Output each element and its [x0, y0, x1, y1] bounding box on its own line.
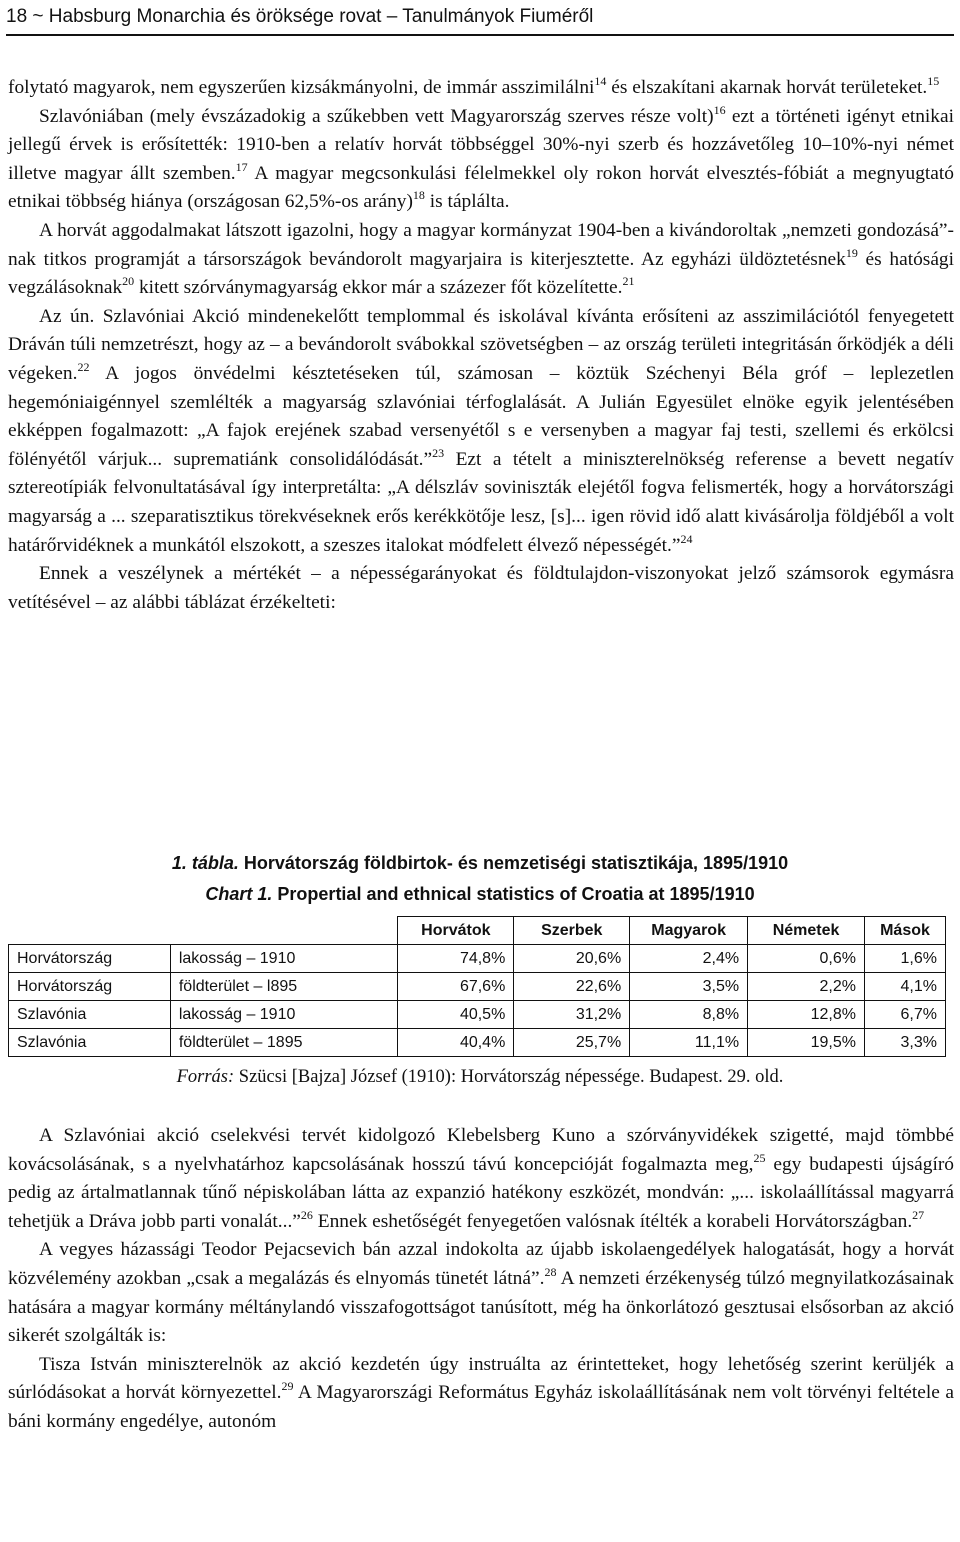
text-run: Ennek a veszélynek a mértékét – a népességarányokat és földtulajdon-viszonyokat jelző számsorok egymásra vetítésével – az alábbi táblázat érzékelteti: — [8, 563, 954, 613]
statistics-table — [8, 916, 946, 1057]
footnote-ref[interactable]: 19 — [845, 245, 858, 260]
value-cell: 74,8% — [398, 945, 514, 973]
text-run: Szlavóniában (mely évszázadokig a szűkebben vett Magyarország szerves része volt) — [39, 105, 714, 127]
table-caption-hungarian — [0, 853, 960, 874]
footnote-ref[interactable]: 29 — [281, 1379, 294, 1394]
footnote-ref[interactable]: 16 — [713, 102, 726, 117]
text-run: A Magyarországi Református Egyház iskolaállításának nem volt törvényi feltétele a báni kormány engedélye, autonóm — [8, 1382, 954, 1432]
text-run: A vegyes házassági Teodor Pejacsevich bán azzal indokolta az újabb iskolaengedélyek halogatását, hogy a horvát közvélemény azokban „csak a megalázás és elnyomás tünetét látná”. — [8, 1239, 954, 1289]
table-header-row — [9, 917, 946, 945]
text-run: folytató magyarok, nem egyszerűen kizsákmányolni, de immár asszimilálni — [8, 77, 595, 98]
value-cell: 19,5% — [748, 1029, 865, 1057]
source-label: Forrás: — [176, 1067, 235, 1087]
text-run: A nemzeti érzékenység túlzó megnyilatkozásainak hatására a magyar kormány méltánylandó visszafogottságot tanúsított, még ha önkorlátozó gesztusai elsősorban az akció sikerét szolgálták is: — [8, 1267, 954, 1347]
text-run: is táplálta. — [424, 191, 510, 213]
column-header: Horvátok — [398, 917, 514, 945]
measure-cell: földterület – l895 — [170, 973, 398, 1001]
text-run: Ennek eshetőségét fenyegetően valósnak ítélték a korabeli Horvátországban. — [312, 1210, 913, 1232]
measure-cell: lakosság – 1910 — [170, 1001, 398, 1029]
value-cell: 67,6% — [398, 973, 514, 1001]
paragraph — [8, 303, 954, 560]
paragraph — [8, 217, 954, 303]
column-header: Németek — [748, 917, 865, 945]
text-run: és elszakítani akarnak horvát területeket. — [606, 77, 928, 98]
footnote-ref[interactable]: 17 — [235, 159, 248, 174]
column-header: Szerbek — [514, 917, 630, 945]
caption-label-en: Chart 1. — [205, 884, 273, 904]
text-run: kitett szórványmagyarság ekkor már a százezer főt közelítette. — [134, 277, 623, 299]
footnote-ref[interactable]: 20 — [122, 274, 135, 289]
table-row — [9, 973, 946, 1001]
value-cell: 0,6% — [748, 945, 865, 973]
table-row — [9, 1001, 946, 1029]
caption-title: Horvátország földbirtok- és nemzetiségi statisztikája, 1895/1910 — [243, 853, 789, 873]
paragraph — [8, 103, 954, 217]
value-cell: 3,5% — [630, 973, 748, 1001]
value-cell: 8,8% — [630, 1001, 748, 1029]
source-text: Szücsi [Bajza] József (1910): Horvátország népessége. Budapest. 29. old. — [234, 1067, 784, 1087]
value-cell: 4,1% — [864, 973, 945, 1001]
text-run: Ezt a tételt a miniszterelnökség referense a bevett negatív sztereotípiák felvonultatásával így interpretálta: „A délszláv soviniszták elejétől fogva felismerték, hogy a horvátországi magyarság a ... szeparatisztikus törekvéseknek erős kerékkötője lesz, [s]... igen rövid idő alatt kivásárolja földjéből a volt határőrvidéknek a munkától elszokott, a szeszes italokat módfelett élvező népességét.” — [8, 448, 954, 556]
footnote-ref[interactable]: 27 — [912, 1207, 925, 1222]
table-body — [9, 945, 946, 1057]
region-cell: Szlavónia — [9, 1001, 171, 1029]
value-cell: 12,8% — [748, 1001, 865, 1029]
column-header: Mások — [864, 917, 945, 945]
running-header: 18 ~ Habsburg Monarchia és öröksége rovat – Tanulmányok Fiuméről — [6, 6, 954, 36]
region-cell: Horvátország — [9, 973, 171, 1001]
region-cell: Horvátország — [9, 945, 171, 973]
caption-label: 1. tábla. — [171, 853, 239, 873]
text-run: egy budapesti újságíró pedig az ártalmatlannak tűnő népiskolában látta az expanzió hatékony eszközét, mondván: „... iskolaállítással magyarrá tehetjük a Dráva jobb parti vonalát...” — [8, 1153, 954, 1232]
table-row — [9, 1029, 946, 1057]
value-cell: 11,1% — [630, 1029, 748, 1057]
paragraph — [8, 560, 954, 617]
paragraph — [8, 1122, 954, 1236]
footnote-ref[interactable]: 24 — [680, 531, 693, 546]
table-row — [9, 945, 946, 973]
value-cell: 20,6% — [514, 945, 630, 973]
footnote-ref[interactable]: 22 — [77, 359, 90, 374]
text-run: ezt a történeti igényt etnikai jellegű érvek is erősítették: 1910-ben a relatív horvát többséggel 30%-nyi szerb és hozzávetőleg 10–10%-nyi német illetve magyar állt szemben. — [8, 105, 954, 184]
value-cell: 2,2% — [748, 973, 865, 1001]
text-run: Tisza István miniszterelnök az akció kezdetén úgy instruálta az érintetteket, hogy lehetőség szerint kerüljék a súrlódásokat a horvát környezettel. — [8, 1353, 954, 1404]
paragraph — [8, 1236, 954, 1350]
text-run: A horvát aggodalmakat látszott igazolni, hogy a magyar kormányzat 1904-ben a kivándoroltak „nemzeti gondozásá”-nak titkos programját a társországok bevándorolt magyarjaira is kiterjesztette. Az egyházi üldöztetésnek — [8, 219, 954, 270]
text-run: A magyar megcsonkulási félelmekkel oly rokon horvát elvesztés-fóbiát a megnyugtató etnikai többség hiánya (országosan 62,5%-os arány) — [8, 162, 954, 213]
footnote-ref[interactable]: 23 — [432, 445, 445, 460]
value-cell: 3,3% — [864, 1029, 945, 1057]
table-caption-english — [0, 884, 960, 905]
text-run: A jogos önvédelmi késztetéseken túl, számosan – köztük Széchenyi Béla gróf – leplezetlen hegemóniaigénnyel szemlélték a magyarság szlavóniai térfoglalását. A Julián Egyesület elnöke egyik jelentésében ekképpen fogalmazott: „A fajok erejének szabad versenyétől s e versenyben a magyar faj testi, szellemi és erkölcsi fölényétől várjuk... suprematiánk consolidálódását.” — [8, 362, 954, 470]
measure-cell: lakosság – 1910 — [170, 945, 398, 973]
paragraph — [8, 74, 954, 103]
body-text-top — [8, 74, 954, 617]
value-cell: 40,5% — [398, 1001, 514, 1029]
text-run: és hatósági vegzálásoknak — [8, 248, 955, 299]
text-run: Az ún. Szlavóniai Akció mindenekelőtt templommal és iskolával kívánta erősíteni az asszimilációtól fenyegetett Dráván túli nemzetrészt, hogy az – a bevándorolt svábokkal szövetségben – az ország területi integritásán őrködjék a déli végeken. — [8, 305, 954, 384]
text-run: A Szlavóniai akció cselekvési tervét kidolgozó Klebelsberg Kuno a szórványvidékek szigetté, majd tömbbé kovácsolásának, s a nyelvhatárhoz kapcsolásának hosszú távú koncepcióját fogalmazta meg, — [8, 1125, 954, 1175]
footnote-ref[interactable]: 25 — [753, 1150, 766, 1165]
footnote-ref[interactable]: 15 — [927, 74, 940, 88]
table-source — [0, 1067, 960, 1088]
caption-title-en: Propertial and ethnical statistics of Croatia at 1895/1910 — [277, 884, 755, 904]
value-cell: 6,7% — [864, 1001, 945, 1029]
footnote-ref[interactable]: 28 — [544, 1264, 557, 1279]
measure-cell: földterület – 1895 — [170, 1029, 398, 1057]
paragraph — [8, 1351, 954, 1437]
footnote-ref[interactable]: 18 — [412, 188, 425, 203]
footnote-ref[interactable]: 26 — [300, 1207, 313, 1222]
footnote-ref[interactable]: 21 — [622, 274, 635, 289]
value-cell: 31,2% — [514, 1001, 630, 1029]
column-header: Magyarok — [630, 917, 748, 945]
table-corner — [9, 917, 398, 945]
region-cell: Szlavónia — [9, 1029, 171, 1057]
value-cell: 25,7% — [514, 1029, 630, 1057]
value-cell: 40,4% — [398, 1029, 514, 1057]
body-text-bottom — [8, 1122, 954, 1437]
footnote-ref[interactable]: 14 — [594, 74, 607, 88]
value-cell: 22,6% — [514, 973, 630, 1001]
value-cell: 2,4% — [630, 945, 748, 973]
value-cell: 1,6% — [864, 945, 945, 973]
